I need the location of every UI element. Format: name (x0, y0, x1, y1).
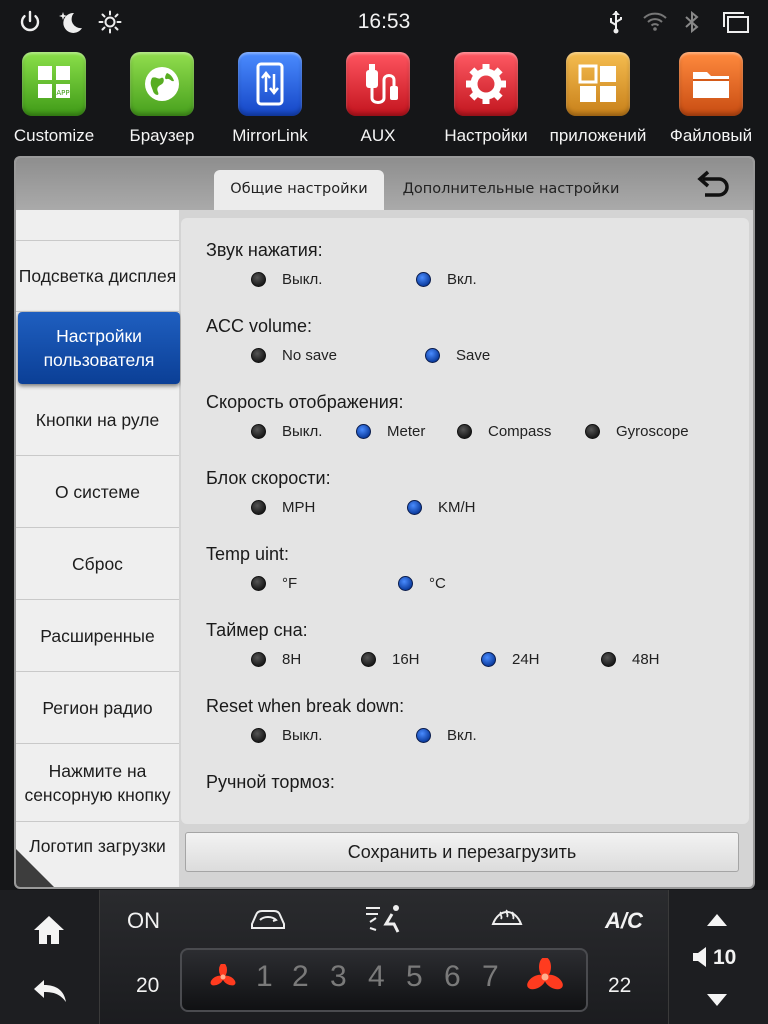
sidebar-item-touch-key[interactable]: Нажмите на сенсорную кнопку (16, 744, 179, 822)
setting-key-sound-title: Звук нажатия: (206, 240, 323, 260)
setting-reset-breakdown-title: Reset when break down: (206, 696, 405, 716)
settings-content (181, 218, 749, 824)
wifi-icon (642, 10, 668, 36)
app-aux[interactable] (323, 52, 433, 146)
climate-bar (0, 890, 768, 1024)
radio-label: MPH (282, 499, 316, 516)
recent-apps-icon[interactable] (722, 10, 750, 38)
radio-label: Вкл. (447, 271, 477, 288)
clock: 16:53 (357, 10, 411, 33)
radio-button-selected[interactable] (416, 728, 431, 743)
volume-panel (668, 890, 768, 1024)
fan-low-icon[interactable] (210, 964, 236, 994)
app-mirrorlink[interactable] (215, 52, 325, 146)
app-applications[interactable] (543, 52, 653, 146)
radio-label: 8H (282, 651, 302, 668)
radio-button[interactable] (251, 424, 266, 439)
radio-button[interactable] (457, 424, 472, 439)
radio-button[interactable] (601, 652, 616, 667)
radio-button-selected[interactable] (356, 424, 371, 439)
radio-button-selected[interactable] (416, 272, 431, 287)
ac-toggle[interactable]: A/C (605, 908, 643, 933)
fan-level[interactable]: 2 (292, 960, 309, 993)
fan-high-icon[interactable] (526, 958, 564, 1000)
app-files[interactable] (656, 52, 766, 146)
fan-level[interactable]: 3 (330, 960, 347, 993)
sidebar-item-boot-logo[interactable]: Логотип загрузки (16, 822, 179, 888)
globe-icon (130, 52, 194, 116)
setting-temp-unit-title: Temp uint: (206, 544, 290, 564)
sidebar-item-display-backlight[interactable]: Подсветка дисплея (16, 240, 179, 312)
home-icon[interactable] (32, 914, 66, 950)
app-grid-icon (22, 52, 86, 116)
climate-power-label[interactable]: ON (127, 908, 160, 933)
app-dock (0, 46, 768, 156)
svg-text:APP: APP (56, 89, 70, 97)
fan-speed-strip (180, 948, 588, 1012)
radio-label: KM/H (438, 499, 476, 516)
radio-label: Выкл. (282, 271, 323, 288)
radio-label: Вкл. (447, 727, 477, 744)
settings-sidebar (16, 210, 179, 889)
app-label: Настройки (444, 126, 528, 145)
radio-label: °F (282, 575, 298, 592)
setting-speed-display-title: Скорость отображения: (206, 392, 404, 412)
radio-button[interactable] (251, 728, 266, 743)
back-icon[interactable] (695, 170, 731, 200)
radio-label: 24H (512, 651, 540, 668)
setting-speed-unit-title: Блок скорости: (206, 468, 331, 488)
corner-decoration (16, 849, 56, 889)
app-label: приложений (549, 126, 647, 145)
app-tile (22, 52, 86, 116)
app-label: Файловый (669, 126, 753, 145)
air-recirculation-icon[interactable] (248, 906, 288, 936)
sidebar-item-about[interactable]: О системе (16, 456, 179, 528)
sidebar-item-user-settings[interactable]: Настройки пользователя (18, 312, 180, 384)
setting-handbrake-title: Ручной тормоз: (206, 772, 335, 792)
tab-bar (16, 158, 753, 210)
tab-advanced-settings[interactable]: Дополнительные настройки (402, 181, 620, 197)
radio-button-selected[interactable] (481, 652, 496, 667)
fan-level[interactable]: 5 (406, 960, 423, 993)
speaker-icon (691, 946, 709, 972)
sidebar-item-radio-region[interactable]: Регион радио (16, 672, 179, 744)
radio-label: Gyroscope (616, 423, 689, 440)
radio-button[interactable] (585, 424, 600, 439)
radio-button[interactable] (251, 500, 266, 515)
volume-up-icon[interactable] (705, 912, 729, 932)
folder-icon (679, 52, 743, 116)
phone-transfer-icon (238, 52, 302, 116)
status-bar (0, 0, 768, 46)
fan-level[interactable]: 1 (256, 960, 273, 993)
sidebar-item-extended[interactable]: Расширенные (16, 600, 179, 672)
radio-button[interactable] (251, 576, 266, 591)
settings-panel (14, 156, 755, 889)
radio-label: Compass (488, 423, 552, 440)
setting-sleep-timer-title: Таймер сна: (206, 620, 308, 640)
climate-left-panel (0, 890, 100, 1024)
radio-label: 16H (392, 651, 420, 668)
radio-button-selected[interactable] (407, 500, 422, 515)
app-label: AUX (360, 126, 396, 145)
radio-button[interactable] (361, 652, 376, 667)
radio-button[interactable] (251, 348, 266, 363)
airflow-mode-icon[interactable] (362, 902, 408, 940)
fan-level[interactable]: 6 (444, 960, 461, 993)
bluetooth-icon (684, 10, 700, 38)
radio-button[interactable] (251, 652, 266, 667)
radio-label: Выкл. (282, 423, 323, 440)
radio-label: Save (456, 347, 491, 364)
sidebar-item-steering-wheel[interactable]: Кнопки на руле (16, 384, 179, 456)
radio-label: Meter (387, 423, 426, 440)
back-arrow-icon[interactable] (32, 976, 68, 1010)
radio-button-selected[interactable] (425, 348, 440, 363)
apps-grid-icon (566, 52, 630, 116)
tab-general-settings[interactable]: Общие настройки (214, 170, 384, 210)
app-label: Браузер (129, 126, 195, 145)
radio-label: °C (429, 575, 446, 592)
temp-left[interactable]: 20 (136, 974, 160, 997)
volume-down-icon[interactable] (705, 992, 729, 1012)
app-settings[interactable] (431, 52, 541, 146)
radio-button[interactable] (251, 272, 266, 287)
temp-right[interactable]: 22 (608, 974, 632, 997)
app-browser[interactable] (107, 52, 217, 146)
gear-icon (454, 52, 518, 116)
sidebar-item-reset[interactable]: Сброс (16, 528, 179, 600)
app-label: Customize (13, 126, 95, 145)
save-and-reboot-button[interactable]: Сохранить и перезагрузить (185, 832, 739, 872)
app-customize[interactable] (0, 52, 109, 146)
app-label: MirrorLink (232, 126, 308, 145)
volume-level: 10 (713, 946, 737, 969)
front-defrost-icon[interactable] (490, 904, 524, 936)
radio-label: No save (282, 347, 338, 364)
radio-label: Выкл. (282, 727, 323, 744)
aux-cable-icon (346, 52, 410, 116)
fan-level[interactable]: 7 (482, 960, 499, 993)
usb-icon (606, 10, 626, 38)
fan-level[interactable]: 4 (368, 960, 385, 993)
radio-label: 48H (632, 651, 660, 668)
setting-acc-volume-title: ACC volume: (206, 316, 313, 336)
radio-button-selected[interactable] (398, 576, 413, 591)
